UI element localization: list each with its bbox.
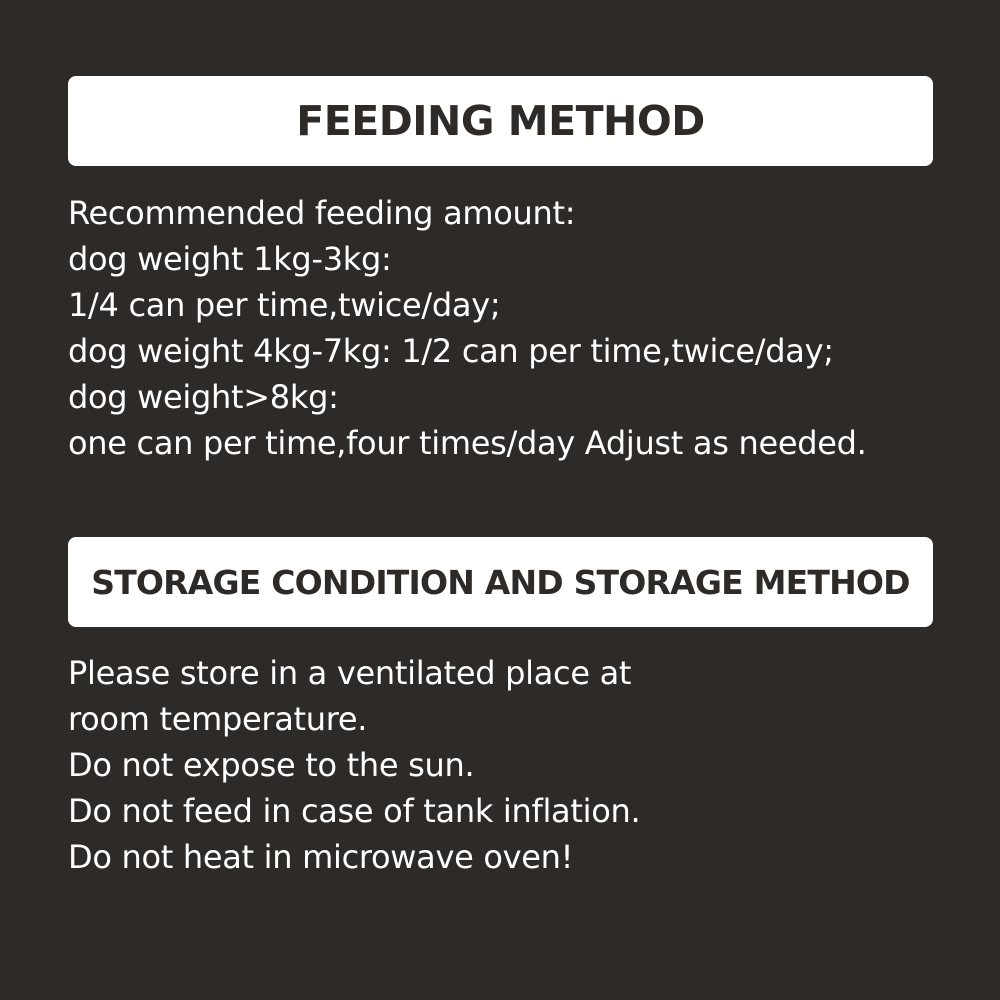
storage-line: Do not feed in case of tank inflation.	[68, 792, 641, 830]
feeding-line: Recommended feeding amount:	[68, 194, 576, 232]
storage-line: Do not expose to the sun.	[68, 746, 475, 784]
storage-line: Please store in a ventilated place at	[68, 654, 632, 692]
storage-method-header	[68, 537, 933, 627]
feeding-line: dog weight 1kg-3kg:	[68, 240, 392, 278]
feeding-line: one can per time,four times/day Adjust as needed.	[68, 424, 867, 462]
feeding-method-text	[68, 190, 968, 466]
feeding-line: 1/4 can per time,twice/day;	[68, 286, 501, 324]
feeding-method-header	[68, 76, 933, 166]
storage-line: room temperature.	[68, 700, 368, 738]
storage-method-title: STORAGE CONDITION AND STORAGE METHOD	[91, 562, 910, 602]
feeding-line: dog weight 4kg-7kg: 1/2 can per time,twice/day;	[68, 332, 834, 370]
feeding-line: dog weight>8kg:	[68, 378, 339, 416]
feeding-method-title: FEEDING METHOD	[296, 97, 705, 145]
storage-line: Do not heat in microwave oven!	[68, 838, 574, 876]
storage-method-text	[68, 650, 968, 880]
